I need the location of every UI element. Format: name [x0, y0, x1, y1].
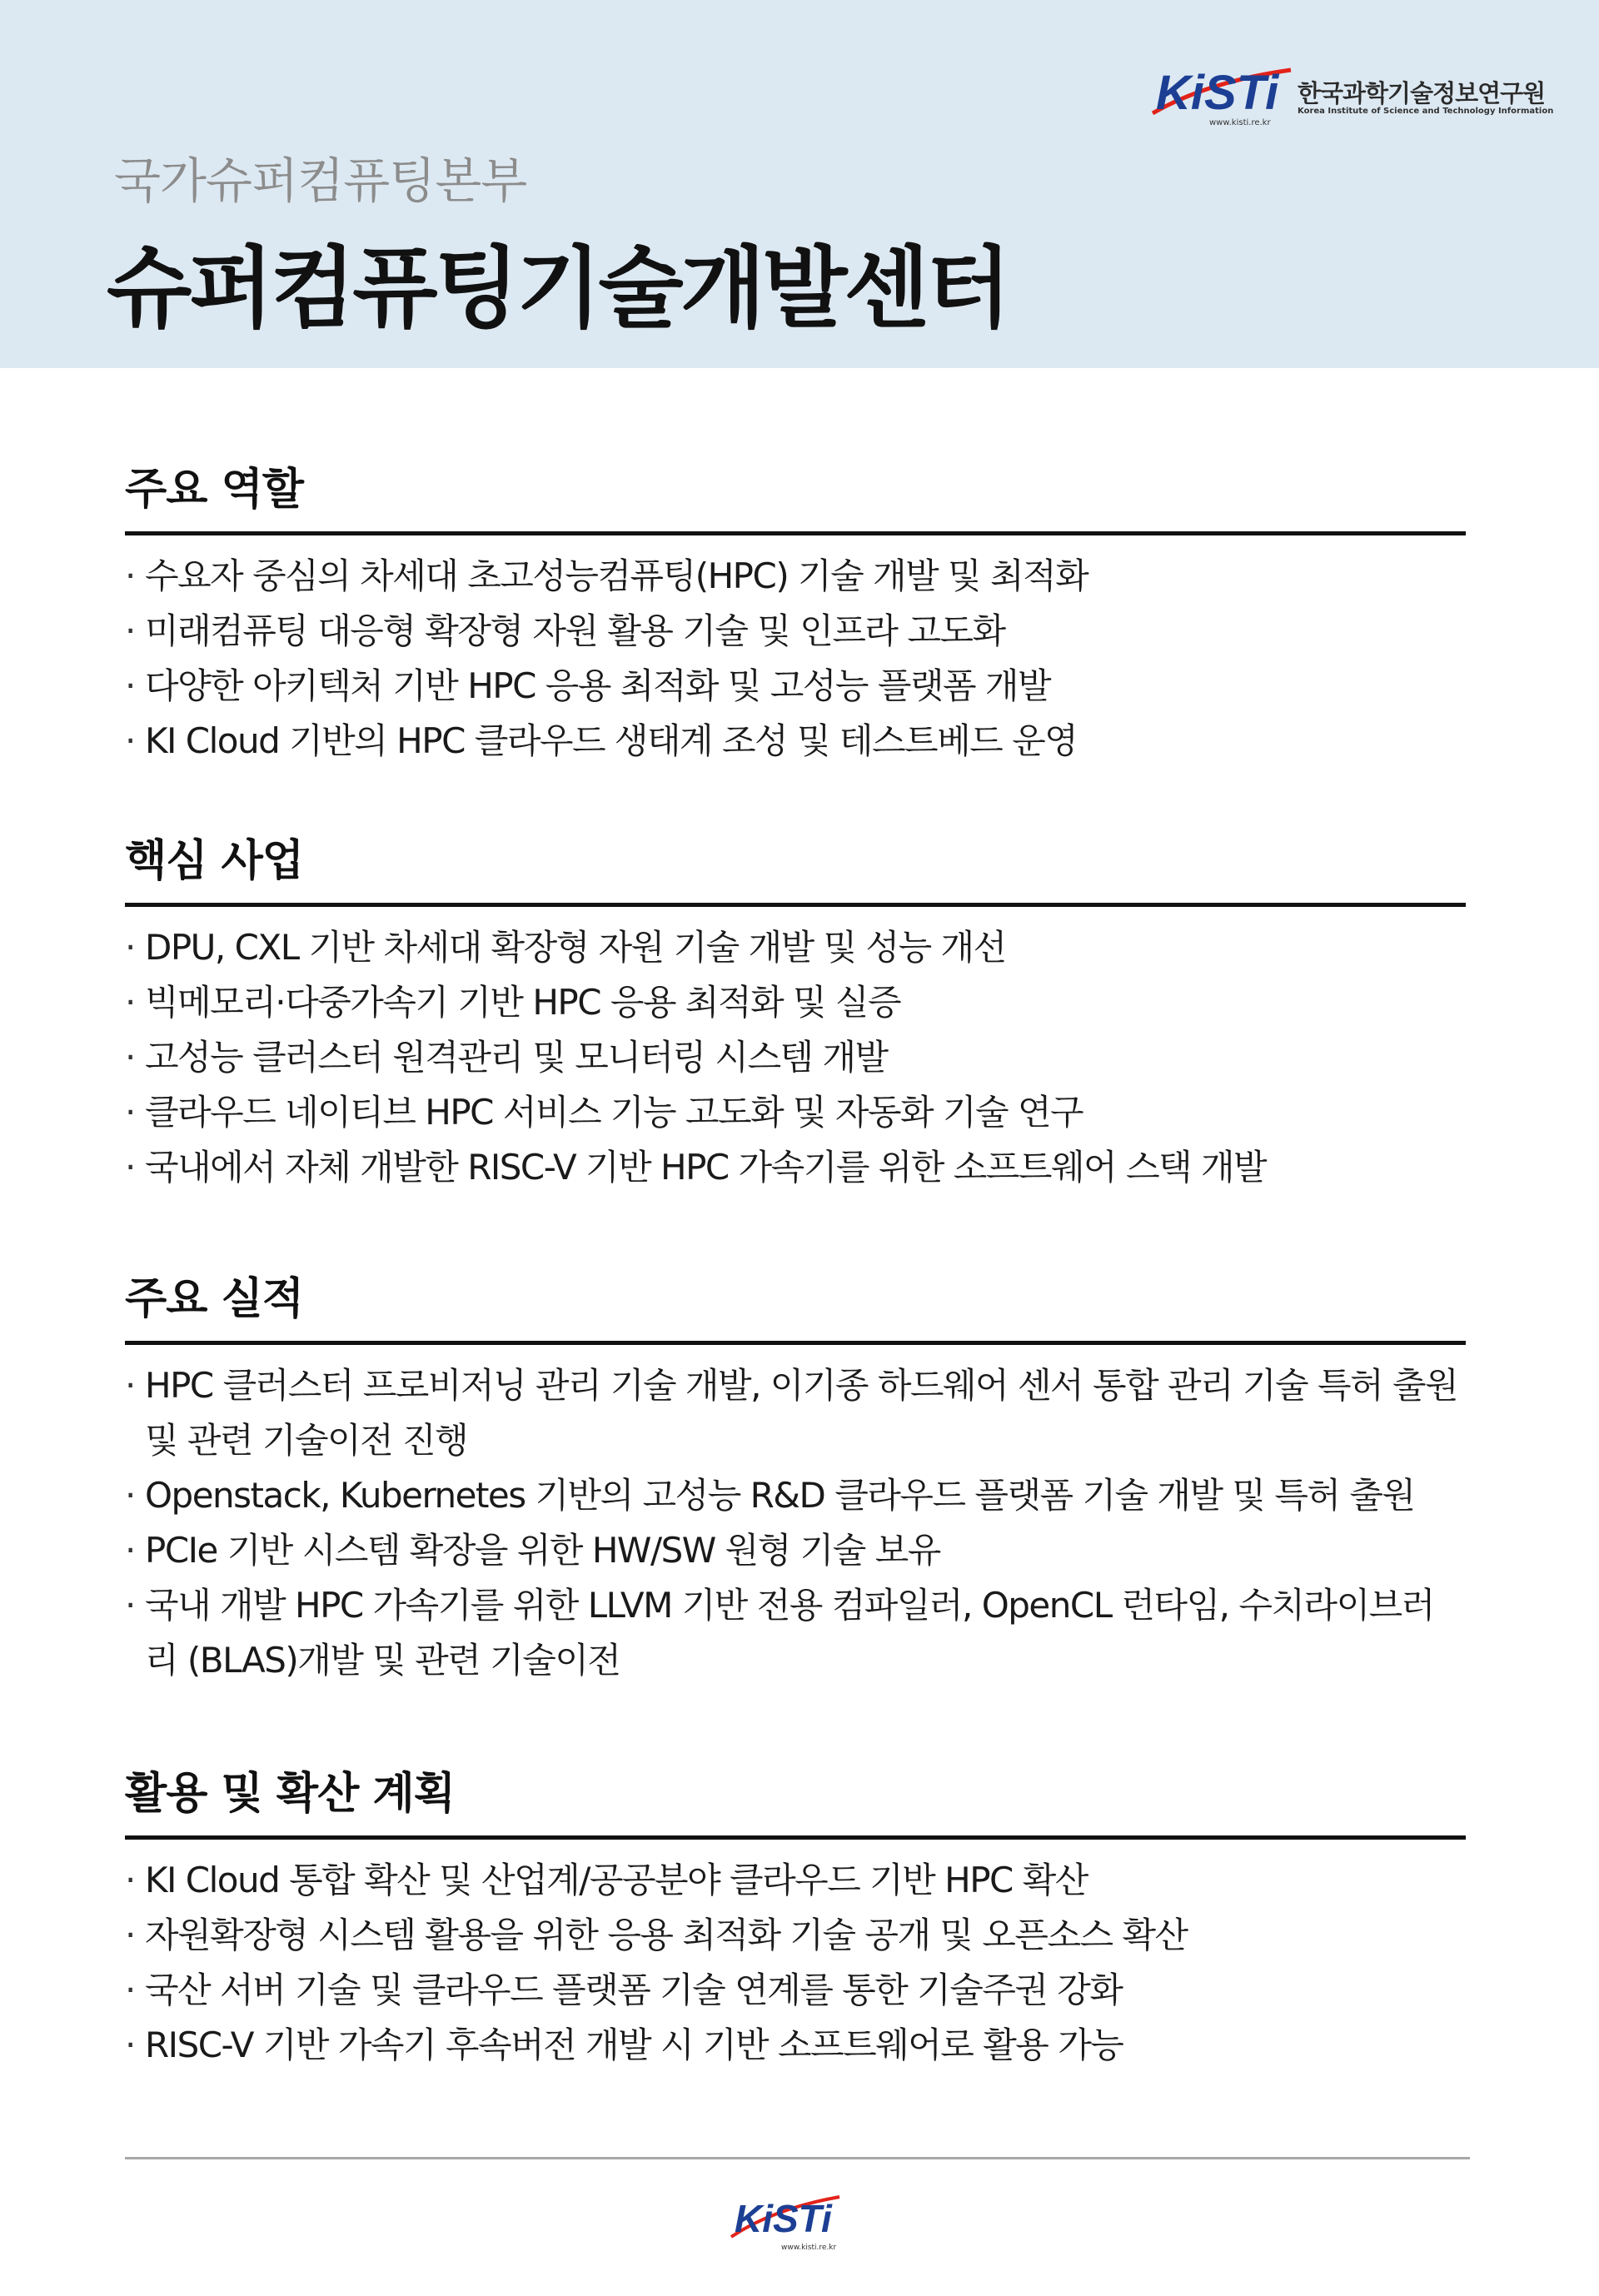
bullet-icon: ·	[125, 982, 135, 1023]
section-heading: 핵심 사업	[125, 836, 304, 886]
bullet-list	[125, 920, 1466, 1195]
bullet-icon: ·	[125, 1915, 135, 1955]
section-heading: 활용 및 확산 계획	[125, 1769, 455, 1819]
page-title: 슈퍼컴퓨팅기술개발센터	[107, 237, 1009, 340]
list-item: · 다양한 아키텍처 기반 HPC 응용 최적화 및 고성능 플랫폼 개발	[125, 659, 1466, 714]
bullet-list	[125, 549, 1466, 769]
list-item: · 클라우드 네이티브 HPC 서비스 기능 고도화 및 자동화 기술 연구	[125, 1085, 1466, 1140]
list-item: · KI Cloud 기반의 HPC 클라우드 생태계 조성 및 테스트베드 운영	[125, 714, 1466, 769]
list-item: · 미래컴퓨팅 대응형 확장형 자원 활용 기술 및 인프라 고도화	[125, 604, 1466, 659]
section-heading: 주요 역할	[125, 465, 304, 515]
section-core-projects	[125, 828, 1466, 1195]
list-item: · 빅메모리·다중가속기 기반 HPC 응용 최적화 및 실증	[125, 975, 1466, 1030]
list-item: · Openstack, Kubernetes 기반의 고성능 R&D 클라우드 플랫폼 기술 개발 및 특허 출원	[125, 1468, 1466, 1523]
list-item: · 자원확장형 시스템 활용을 위한 응용 최적화 기술 공개 및 오픈소스 확산	[125, 1908, 1466, 1963]
kisti-wordmark-icon	[1149, 63, 1295, 122]
list-item: · KI Cloud 통합 확산 및 산업계/공공분야 클라우드 기반 HPC 확산	[125, 1853, 1466, 1908]
footer-url: www.kisti.re.kr	[781, 2244, 837, 2252]
list-item: · DPU, CXL 기반 차세대 확장형 자원 기술 개발 및 성능 개선	[125, 920, 1466, 975]
bullet-icon: ·	[125, 1970, 135, 2010]
bullet-icon: ·	[125, 1475, 135, 1516]
bullet-icon: ·	[125, 1860, 135, 1900]
section-heading: 주요 실적	[125, 1274, 304, 1324]
bullet-list	[125, 1853, 1466, 2073]
bullet-list	[125, 1358, 1466, 1688]
list-item: · 국내에서 자체 개발한 RISC-V 기반 HPC 가속기를 위한 소프트웨어 스택 개발	[125, 1140, 1466, 1195]
header-banner	[0, 0, 1599, 368]
svg-text:KiSTi: KiSTi	[1156, 66, 1279, 120]
list-item: · RISC-V 기반 가속기 후속버전 개발 시 기반 소프트웨어로 활용 가능	[125, 2018, 1466, 2073]
bullet-icon: ·	[125, 1037, 135, 1078]
footer-divider	[125, 2157, 1470, 2159]
section-roles	[125, 456, 1466, 769]
kisti-wordmark-icon	[728, 2189, 844, 2244]
org-name-en: Korea Institute of Science and Technology Information	[1298, 107, 1554, 116]
bullet-icon: ·	[125, 555, 135, 596]
bullet-icon: ·	[125, 2025, 135, 2065]
bullet-icon: ·	[125, 1365, 135, 1406]
section-divider	[125, 1341, 1466, 1345]
logo-url: www.kisti.re.kr	[1209, 118, 1271, 127]
list-item: · 국산 서버 기술 및 클라우드 플랫폼 기술 연계를 통한 기술주권 강화	[125, 1963, 1466, 2018]
bullet-icon: ·	[125, 1585, 135, 1626]
footer-kisti-logo	[728, 2189, 844, 2255]
section-divider	[125, 903, 1466, 907]
kisti-logo	[1149, 63, 1554, 138]
list-item: · PCIe 기반 시스템 확장을 위한 HW/SW 원형 기술 보유	[125, 1523, 1466, 1578]
section-utilization-plan	[125, 1761, 1466, 2073]
bullet-icon: ·	[125, 1092, 135, 1133]
bullet-icon: ·	[125, 1530, 135, 1571]
bullet-icon: ·	[125, 1147, 135, 1188]
section-divider	[125, 1835, 1466, 1840]
list-item: · 고성능 클러스터 원격관리 및 모니터링 시스템 개발	[125, 1030, 1466, 1085]
svg-text:KiSTi: KiSTi	[735, 2197, 832, 2240]
list-item: · 수요자 중심의 차세대 초고성능컴퓨팅(HPC) 기술 개발 및 최적화	[125, 549, 1466, 604]
list-item: · HPC 클러스터 프로비저닝 관리 기술 개발, 이기종 하드웨어 센서 통합 관리 기술 특허 출원 및 관련 기술이전 진행	[125, 1358, 1466, 1468]
bullet-icon: ·	[125, 610, 135, 651]
division-name: 국가슈퍼컴퓨팅본부	[114, 152, 527, 209]
bullet-icon: ·	[125, 665, 135, 706]
bullet-icon: ·	[125, 927, 135, 968]
list-item: · 국내 개발 HPC 가속기를 위한 LLVM 기반 전용 컴파일러, OpenCL 런타임, 수치라이브러리 (BLAS)개발 및 관련 기술이전	[125, 1578, 1466, 1688]
bullet-icon: ·	[125, 720, 135, 761]
section-divider	[125, 531, 1466, 535]
section-achievements	[125, 1266, 1466, 1688]
org-name-kr: 한국과학기술정보연구원	[1298, 79, 1546, 107]
